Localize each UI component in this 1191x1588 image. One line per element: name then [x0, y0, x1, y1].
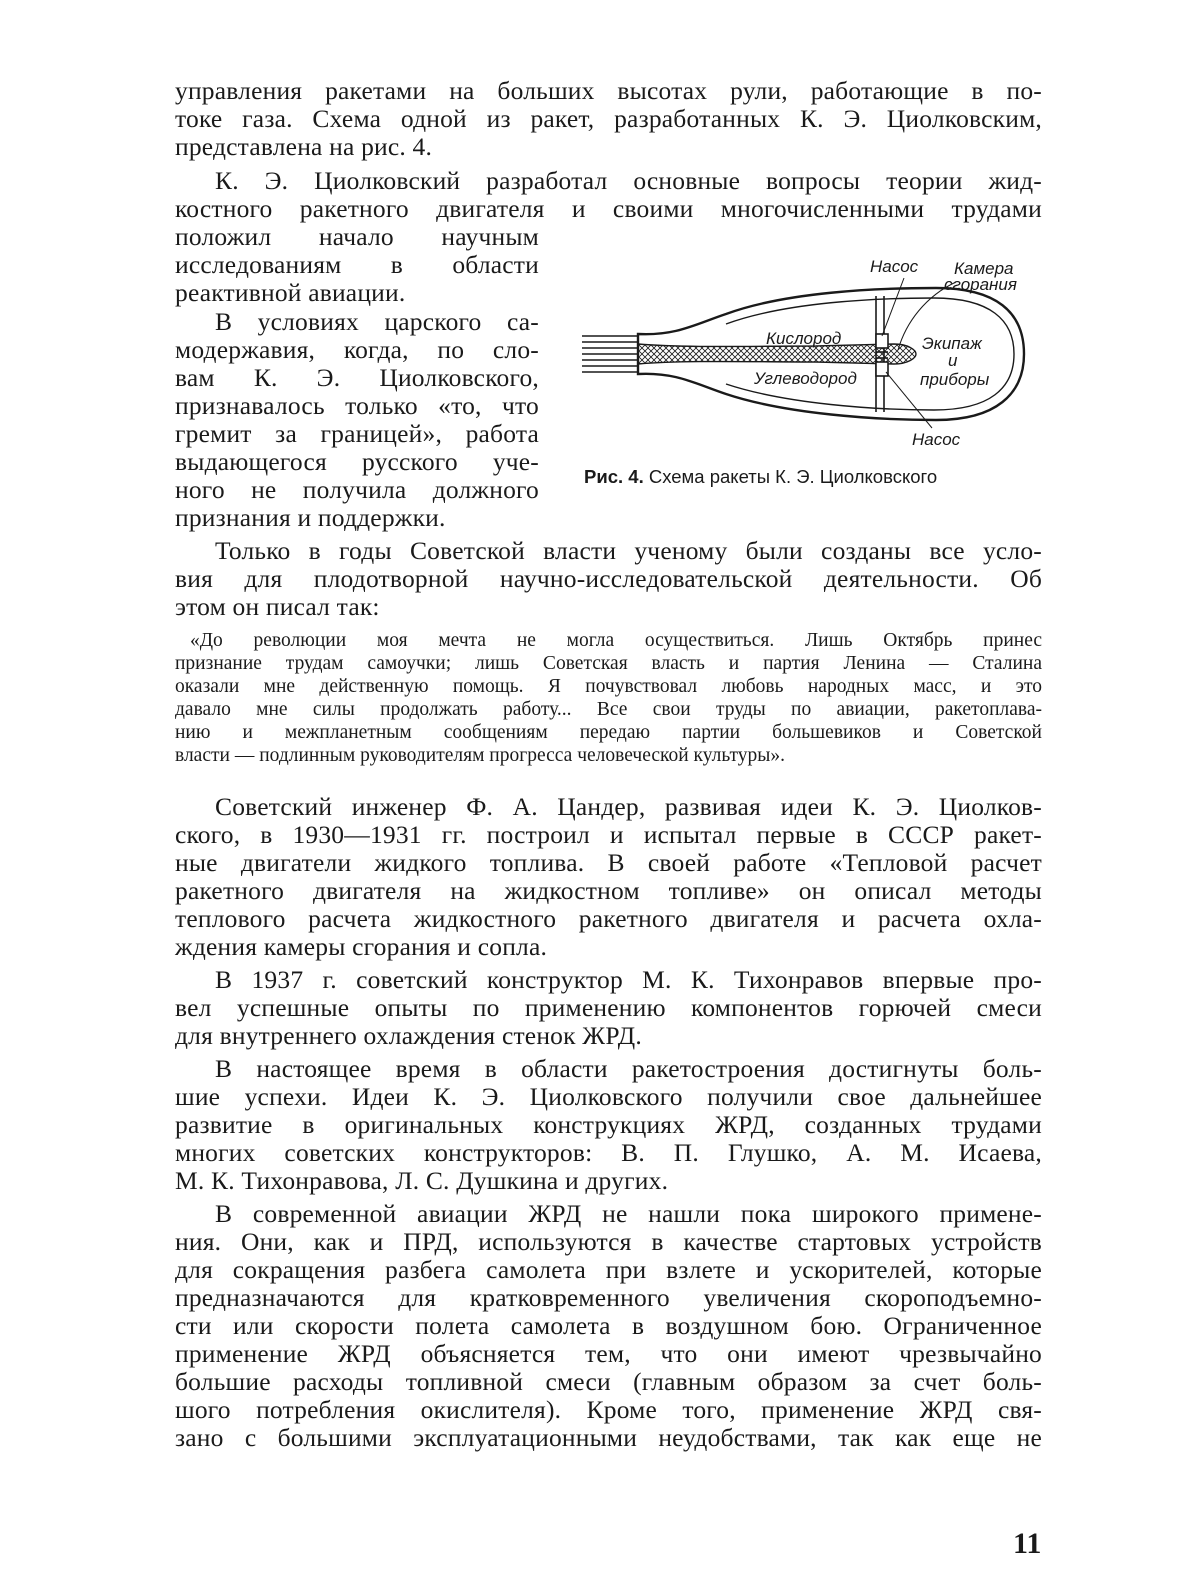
text-line: ния. Они, как и ПРД, используются в качестве стартовых устройств: [175, 1227, 1042, 1256]
label-crew-1: Экипаж: [922, 334, 982, 353]
text-line: ждения камеры сгорания и сопла.: [175, 932, 548, 961]
text-line: костного ракетного двигателя и своими многочисленными трудами: [175, 194, 1042, 223]
quote-line: давало мне силы продолжать работу... Все свои труды по авиации, ракетоплава-: [175, 699, 1042, 720]
pump-bottom: [876, 362, 888, 376]
text-line: ракетного двигателя на жидкостном топливе» он описал методы: [175, 876, 1042, 905]
text-line: гремит за границей», работа: [175, 419, 539, 448]
figure-caption: [584, 465, 937, 489]
text-line: шие успехи. Идеи К. Э. Циолковского получили свое дальнейшее: [175, 1082, 1042, 1111]
text-line: К. Э. Циолковский разработал основные вопросы теории жид-: [215, 166, 1042, 195]
text-line: вия для плодотворной научно-исследовательской деятельности. Об: [175, 564, 1042, 593]
label-crew-3: приборы: [920, 370, 990, 389]
text-line: управления ракетами на больших высотах рули, работающие в по-: [175, 76, 1042, 105]
text-line: положил начало научным: [175, 222, 539, 251]
text-line: Советский инженер Ф. А. Цандер, развивая идеи К. Э. Циолков-: [215, 792, 1042, 821]
text-line: шого потребления окислителя). Кроме того, применение ЖРД свя-: [175, 1395, 1042, 1424]
caption-label: Рис. 4.: [584, 466, 644, 487]
text-line: представлена на рис. 4.: [175, 132, 433, 161]
text-line: токе газа. Схема одной из ракет, разработанных К. Э. Циолковским,: [175, 104, 1042, 133]
text-line: вел успешные опыты по применению компонентов горючей смеси: [175, 993, 1042, 1022]
text-line: развитие в оригинальных конструкциях ЖРД, созданных трудами: [175, 1110, 1042, 1139]
text-line: большие расходы топливной смеси (главным образом за счет боль-: [175, 1367, 1042, 1396]
label-pump-bottom: Насос: [912, 430, 961, 449]
label-chamber-2: сгорания: [944, 275, 1017, 294]
text-line: применение ЖРД объясняется тем, что они имеют чрезвычайно: [175, 1339, 1042, 1368]
caption-text: Схема ракеты К. Э. Циолковского: [648, 466, 938, 487]
text-line: М. К. Тихонравова, Л. С. Душкина и других.: [175, 1166, 669, 1195]
text-line: этом он писал так:: [175, 592, 380, 621]
text-line: предназначаются для кратковременного увеличения скороподъемно-: [175, 1283, 1042, 1312]
text-line: ные двигатели жидкого топлива. В своей работе «Тепловой расчет: [175, 848, 1042, 877]
quote-line: власти — подлинным руководителям прогресса человеческой культуры».: [175, 745, 786, 766]
text-line: модержавия, когда, по сло-: [175, 335, 539, 364]
quote-line: признание трудам самоучки; лишь Советская власть и партия Ленина — Сталина: [175, 653, 1042, 674]
text-line: В условиях царского са-: [215, 307, 539, 336]
text-line: В современной авиации ЖРД не нашли пока широкого примене-: [215, 1199, 1042, 1228]
text-line: В настоящее время в области ракетостроения достигнуты боль-: [215, 1054, 1042, 1083]
quote-line: «До революции моя мечта не могла осуществиться. Лишь Октябрь принес: [190, 630, 1042, 651]
text-line: сти или скорости полета самолета в воздушном бою. Ограниченное: [175, 1311, 1042, 1340]
text-line: выдающегося русского уче-: [175, 447, 539, 476]
text-line: признавалось только «то, что: [175, 391, 539, 420]
quote-line: оказали мне действенную помощь. Я почувствовал любовь народных масс, и это: [175, 676, 1042, 697]
text-line: ского, в 1930—1931 гг. построил и испытал первые в СССР ракет-: [175, 820, 1042, 849]
label-oxygen: Кислород: [766, 329, 842, 348]
label-chamber-1: Камера: [954, 259, 1014, 278]
text-line: для внутреннего охлаждения стенок ЖРД.: [175, 1021, 642, 1050]
text-line: В 1937 г. советский конструктор М. К. Тихонравов впервые про-: [215, 965, 1042, 994]
label-crew-2: и: [948, 351, 958, 370]
text-line: многих советских конструкторов: В. П. Глушко, А. М. Исаева,: [175, 1138, 1042, 1167]
text-line: Только в годы Советской власти ученому были созданы все усло-: [215, 536, 1042, 565]
label-hydrocarbon: Углеводород: [754, 369, 857, 388]
quote-line: нию и межпланетным сообщениям передаю партии большевиков и Советской: [175, 722, 1042, 743]
text-line: признания и поддержки.: [175, 503, 446, 532]
text-line: теплового расчета жидкостного ракетного двигателя и расчета охла-: [175, 904, 1042, 933]
text-line: вам К. Э. Циолковского,: [175, 363, 539, 392]
page-number: 11: [1013, 1527, 1042, 1560]
text-line: реактивной авиации.: [175, 278, 406, 307]
label-pump-top: Насос: [870, 257, 919, 276]
text-line: зано с большими эксплуатационными неудобствами, так как еще не: [175, 1423, 1042, 1452]
text-line: исследованиям в области: [175, 250, 539, 279]
text-line: для сокращения разбега самолета при взлете и ускорителей, которые: [175, 1255, 1042, 1284]
rocket-diagram: [576, 252, 1046, 462]
text-line: ного не получила должного: [175, 475, 539, 504]
exhaust-lines: [582, 336, 638, 372]
pump-top: [876, 334, 888, 348]
